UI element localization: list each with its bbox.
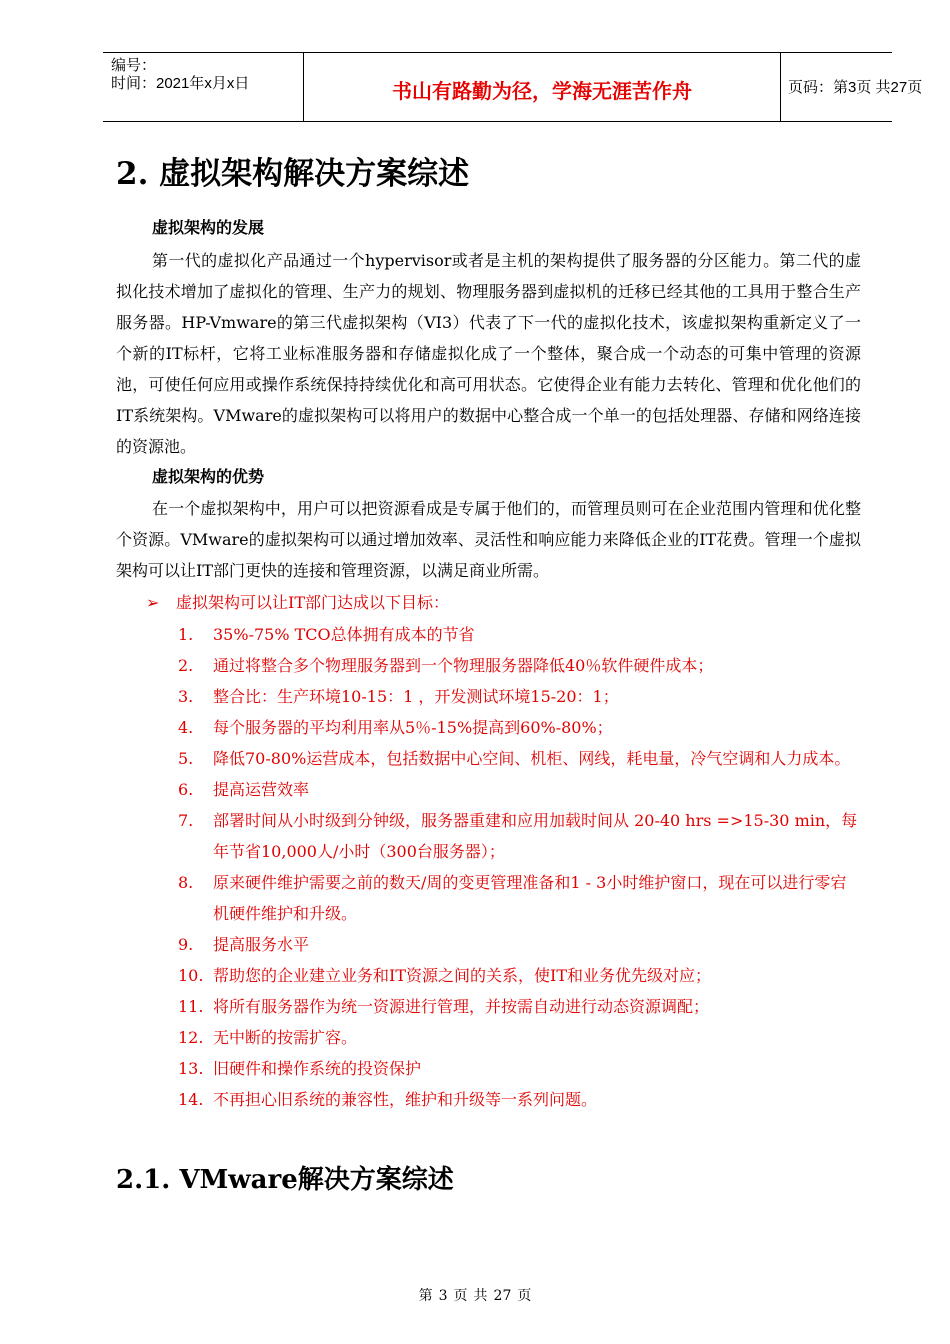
list-item-text: 部署时间从小时级到分钟级，服务器重建和应用加载时间从 20-40 hrs =>15-30 min，每年节省10,000人/小时（300台服务器）； bbox=[213, 811, 858, 861]
list-item bbox=[178, 743, 860, 774]
subsection-title: 2.1. VMware解决方案综述 bbox=[116, 1165, 454, 1195]
list-item bbox=[178, 774, 860, 805]
list-item-text: 整合比：生产环境10-15：1 ，开发测试环境15-20：1； bbox=[213, 687, 619, 706]
list-item-text: 原来硬件维护需要之前的数天/周的变更管理准备和1 - 3小时维护窗口，现在可以进行零宕机硬件维护和升级。 bbox=[213, 873, 847, 923]
list-item-number: 1. bbox=[178, 625, 194, 644]
advantages-text: 在一个虚拟架构中，用户可以把资源看成是专属于他们的，而管理员则可在企业范围内管理和优化整个资源。VMware的虚拟架构可以通过增加效率、灵活性和响应能力来降低企业的IT花费。管理一个虚拟架构可以让IT部门更快的连接和管理资源，以满足商业所需。 bbox=[116, 499, 861, 580]
list-item-text: 提高运营效率 bbox=[213, 780, 310, 799]
list-item-text: 帮助您的企业建立业务和IT资源之间的关系，使IT和业务优先级对应； bbox=[213, 966, 711, 985]
footer-text: 页 bbox=[517, 1288, 532, 1304]
advantages-heading: 虚拟架构的优势 bbox=[152, 469, 265, 486]
header-slogan: 书山有路勤为径，学海无涯苦作舟 bbox=[392, 81, 692, 103]
list-item-number: 10. bbox=[178, 966, 204, 985]
list-item bbox=[178, 929, 860, 960]
list-item-number: 6. bbox=[178, 780, 194, 799]
list-item bbox=[178, 1084, 860, 1115]
list-item-text: 提高服务水平 bbox=[213, 935, 310, 954]
list-item bbox=[178, 867, 860, 929]
footer-text: 页 bbox=[453, 1288, 468, 1304]
list-item-number: 3. bbox=[178, 687, 194, 706]
list-item-text: 通过将整合多个物理服务器到一个物理服务器降低40％软件硬件成本； bbox=[213, 656, 714, 675]
page-label: 页码：第3页 共27页 bbox=[788, 79, 923, 96]
list-item bbox=[178, 960, 860, 991]
list-item bbox=[178, 805, 860, 867]
list-item-text: 不再担心旧系统的兼容性，维护和升级等一系列问题。 bbox=[213, 1090, 598, 1109]
list-item-number: 11. bbox=[178, 997, 204, 1016]
list-item bbox=[178, 619, 860, 650]
list-item-text: 将所有服务器作为统一资源进行管理，并按需自动进行动态资源调配； bbox=[213, 997, 710, 1016]
list-item-text: 旧硬件和操作系统的投资保护 bbox=[213, 1059, 422, 1078]
date-label: 时间：2021年x月x日 bbox=[111, 75, 250, 92]
list-item-text: 35%-75% TCO总体拥有成本的节省 bbox=[213, 625, 475, 644]
list-item-number: 13. bbox=[178, 1059, 204, 1078]
advantages-paragraph bbox=[116, 493, 861, 586]
list-item bbox=[178, 991, 860, 1022]
list-item-number: 4. bbox=[178, 718, 194, 737]
list-item-number: 2. bbox=[178, 656, 194, 675]
page-header bbox=[103, 52, 923, 122]
list-item-number: 9. bbox=[178, 935, 194, 954]
footer-text: 第 bbox=[418, 1288, 433, 1304]
list-item-text: 无中断的按需扩容。 bbox=[213, 1028, 358, 1047]
list-item-text: 每个服务器的平均利用率从5％-15%提高到60%-80%； bbox=[213, 718, 613, 737]
header-left-cell bbox=[103, 53, 303, 121]
list-item-number: 5. bbox=[178, 749, 194, 768]
list-item-text: 降低70-80%运营成本，包括数据中心空间、机柜、网线，耗电量，冷气空调和人力成本。 bbox=[213, 749, 851, 768]
list-item-number: 7. bbox=[178, 811, 194, 830]
development-text: 第一代的虚拟化产品通过一个hypervisor或者是主机的架构提供了服务器的分区能力。第二代的虚拟化技术增加了虚拟化的管理、生产力的规划、物理服务器到虚拟机的迁移已经其他的工具用于整合生产服务器。HP-Vmware的第三代虚拟架构（VI3）代表了下一代的虚拟化技术，该虚拟架构重新定义了一个新的IT标杆，它将工业标准服务器和存储虚拟化成了一个整体，聚合成一个动态的可集中管理的资源池，可使任何应用或操作系统保持持续优化和高可用状态。它使得企业有能力去转化、管理和优化他们的IT系统架构。VMware的虚拟架构可以将用户的数据中心整合成一个单一的包括处理器、存储和网络连接的资源池。 bbox=[116, 251, 861, 456]
goals-list bbox=[178, 619, 860, 1115]
goals-bullet bbox=[146, 592, 449, 614]
number-label: 编号： bbox=[111, 57, 157, 74]
header-right-cell bbox=[780, 53, 923, 121]
development-heading: 虚拟架构的发展 bbox=[152, 220, 265, 237]
section-title: 2. 虚拟架构解决方案综述 bbox=[116, 156, 470, 192]
list-item bbox=[178, 712, 860, 743]
footer-text: 共 bbox=[473, 1288, 488, 1304]
footer-page-total: 27 bbox=[493, 1288, 512, 1304]
footer-page-number: 3 bbox=[438, 1288, 448, 1304]
list-item bbox=[178, 681, 860, 712]
list-item-number: 14. bbox=[178, 1090, 204, 1109]
goals-intro: 虚拟架构可以让IT部门达成以下目标： bbox=[176, 593, 449, 612]
development-paragraph bbox=[116, 245, 861, 462]
arrow-bullet-icon: ➢ bbox=[146, 593, 160, 612]
list-item bbox=[178, 1022, 860, 1053]
page-footer bbox=[0, 1285, 950, 1305]
list-item-number: 12. bbox=[178, 1028, 204, 1047]
list-item bbox=[178, 1053, 860, 1084]
header-middle-cell bbox=[303, 53, 781, 121]
list-item-number: 8. bbox=[178, 873, 194, 892]
list-item bbox=[178, 650, 860, 681]
